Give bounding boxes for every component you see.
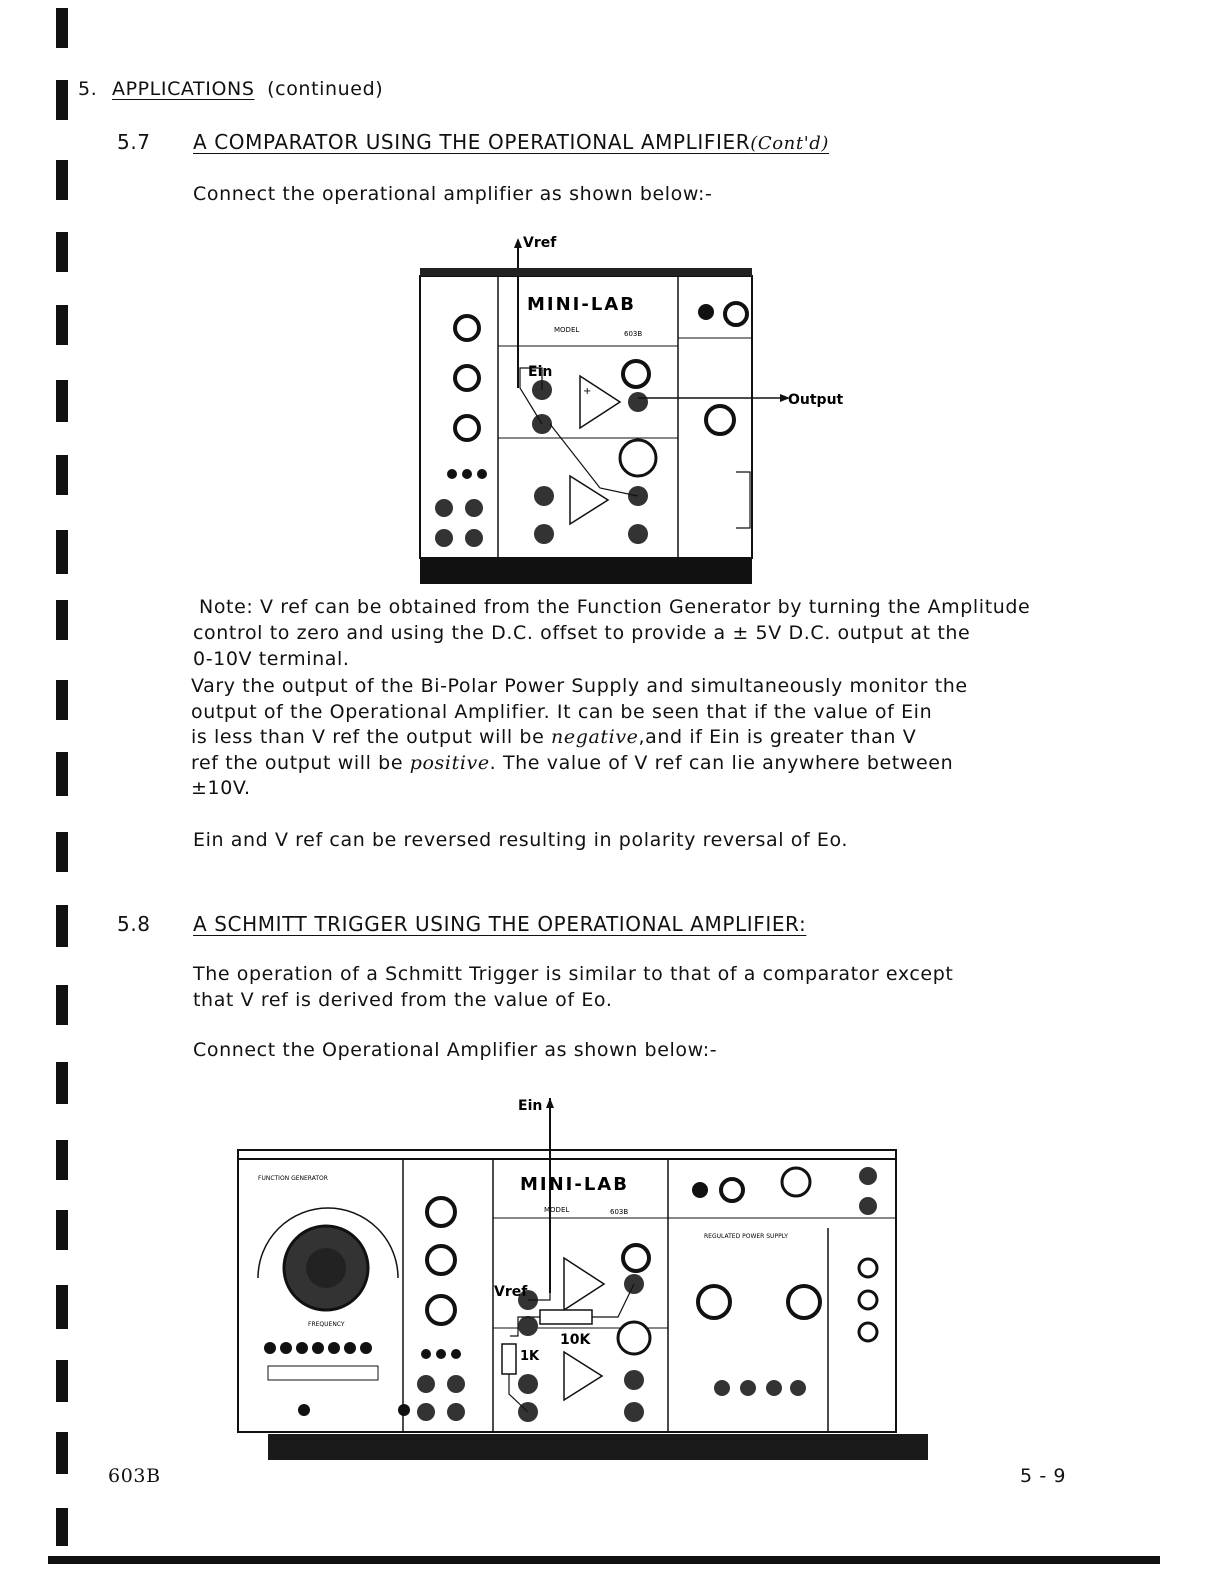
subsection-number-5-8: 5.8 xyxy=(117,912,151,936)
svg-text:+: + xyxy=(583,386,592,397)
handwritten-negative: negative xyxy=(551,726,639,748)
freq-label: FREQUENCY xyxy=(308,1321,345,1328)
page-number: 5 - 9 xyxy=(1020,1465,1067,1487)
model-number: 603B xyxy=(624,330,643,338)
subsection-number-5-7: 5.7 xyxy=(117,130,151,154)
schmitt-line-2: that V ref is derived from the value of Eo. xyxy=(193,989,613,1011)
schmitt-panel-figure xyxy=(228,1088,940,1466)
subsection-title-5-7: A COMPARATOR USING THE OPERATIONAL AMPLIFIER(Cont'd) xyxy=(193,130,829,154)
brand-label: MINI-LAB xyxy=(527,294,636,315)
bottom-rule xyxy=(48,1556,1160,1564)
model-label: MODEL xyxy=(554,326,580,334)
footer-model: 603B xyxy=(108,1465,161,1487)
comparator-panel-figure xyxy=(410,228,860,590)
fg-label: FUNCTION GENERATOR xyxy=(258,1175,328,1182)
model-label-2: MODEL xyxy=(544,1206,570,1214)
resistor-10k xyxy=(540,1310,592,1324)
resistor-1k xyxy=(502,1344,516,1374)
note-line-1: Note: V ref can be obtained from the Function Generator by turning the Amplitude xyxy=(199,596,1031,618)
para-line-4: ref the output will be positive. The value of V ref can lie anywhere between xyxy=(191,752,954,774)
resistor-1k-label: 1K xyxy=(520,1349,540,1364)
para-line-3: is less than V ref the output will be negative,and if Ein is greater than V xyxy=(191,726,917,748)
note-line-2: control to zero and using the D.C. offset to provide a ± 5V D.C. output at the xyxy=(193,622,971,644)
schmitt-line-1: The operation of a Schmitt Trigger is similar to that of a comparator except xyxy=(193,963,954,985)
section-heading xyxy=(78,78,383,100)
intro-5-7: Connect the operational amplifier as shown below:- xyxy=(193,183,713,205)
note-line-3: 0-10V terminal. xyxy=(193,648,350,670)
handwritten-positive: positive xyxy=(409,752,490,774)
model-number-2: 603B xyxy=(610,1208,629,1216)
ein-label: Ein xyxy=(528,364,553,380)
brand-label-2: MINI-LAB xyxy=(520,1174,629,1195)
vref-label: Vref xyxy=(523,235,557,251)
handwritten-contd: (Cont'd) xyxy=(750,133,829,154)
ein-label-2: Ein xyxy=(518,1098,543,1114)
para-line-5: ±10V. xyxy=(191,777,251,799)
subsection-title-5-8: A SCHMITT TRIGGER USING THE OPERATIONAL AMPLIFIER: xyxy=(193,912,807,936)
para-line-2: output of the Operational Amplifier. It can be seen that if the value of Ein xyxy=(191,701,933,723)
reverse-note: Ein and V ref can be reversed resulting in polarity reversal of Eo. xyxy=(193,829,849,851)
output-label: Output xyxy=(788,392,844,408)
vref-label-2: Vref xyxy=(494,1284,528,1300)
para-line-1: Vary the output of the Bi-Polar Power Supply and simultaneously monitor the xyxy=(191,675,968,697)
section-suffix: (continued) xyxy=(267,78,384,100)
reg-label: REGULATED POWER SUPPLY xyxy=(704,1233,788,1240)
panel-base xyxy=(420,558,752,584)
section-number: 5. xyxy=(78,78,98,100)
panel-base-2 xyxy=(268,1434,928,1460)
intro-5-8: Connect the Operational Amplifier as shown below:- xyxy=(193,1039,718,1061)
section-title: APPLICATIONS xyxy=(111,78,255,100)
resistor-10k-label: 10K xyxy=(560,1332,591,1348)
